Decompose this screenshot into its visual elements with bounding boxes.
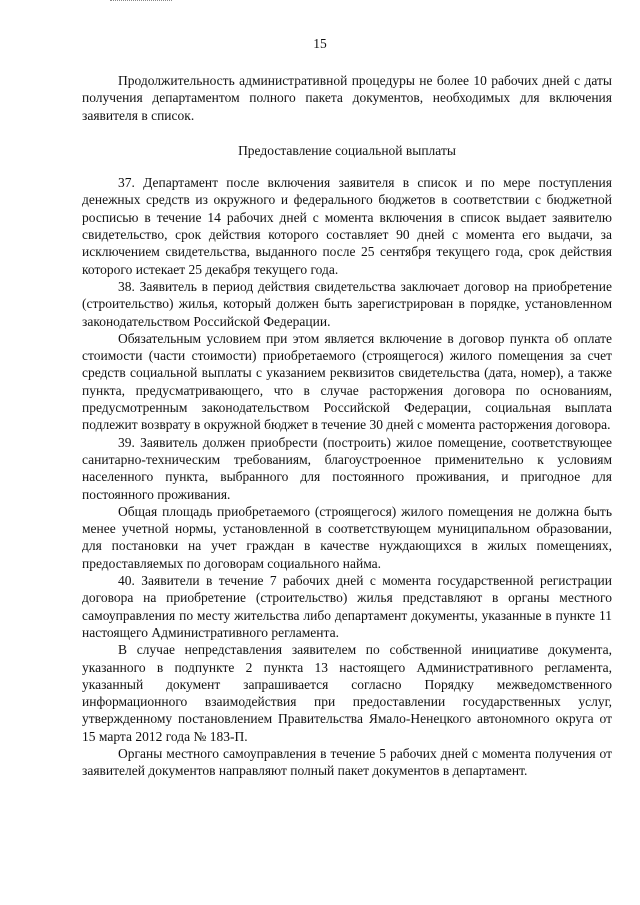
paragraph-40: 40. Заявители в течение 7 рабочих дней с момента государственной регистрации договора на приобретение (строительство) жилья представляют в органы местного самоуправления по месту жительства либо департамент документы, указанные в пункте 11 настоящего Административного регламента.: [82, 573, 612, 640]
page-number: 15: [313, 36, 327, 51]
paragraph-39-area: Общая площадь приобретаемого (строящегося) жилого помещения не должна быть менее учетной нормы, установленной в соответствующем муниципальном образовании, для постановки на учет граждан в качестве нуждающихся в жилых помещениях, предоставляемых по договорам социального найма.: [82, 503, 612, 571]
section-heading: Предоставление социальной выплаты: [238, 142, 456, 158]
paragraph-procedure-duration: Продолжительность административной процедуры не более 10 рабочих дней с даты получения департаментом полного пакета документов, необходимых для включения заявителя в список.: [82, 73, 612, 123]
paragraph-37: 37. Департамент после включения заявителя в список и по мере поступления денежных средств из окружного и федерального бюджетов в соответствии с бюджетной росписью в течение 14 рабочих дней с момента включения в список выдает заявителю свидетельство, срок действия которого составляет 90 дней с момента его выдачи, за исключением свидетельства, выданного после 25 сентября текущего года, срок действия которого истекает 25 декабря текущего года.: [82, 175, 612, 277]
paragraph-40-local-authorities: Органы местного самоуправления в течение 5 рабочих дней с момента получения от заявителей документов направляют полный пакет документов в департамент.: [82, 745, 612, 779]
scan-edge-mark: [110, 0, 172, 4]
paragraph-38-condition: Обязательным условием при этом является включение в договор пункта об оплате стоимости (части стоимости) приобретаемого (строящегося) жилого помещения за счет средств социальной выплаты с указанием реквизитов свидетельства (дата, номер), а также пункта, предусматривающего, что в случае расторжения договора по основаниям, предусмотренным законодательством Российской Федерации, социальная выплата подлежит возврату в окружной бюджет в течение 30 дней с момента расторжения договора.: [82, 330, 612, 433]
paragraph-39: 39. Заявитель должен приобрести (построить) жилое помещение, соответствующее санитарно-техническим требованиям, благоустроенное применительно к условиям населенного пункта, выбранного для постоянного проживания, и пригодное для постоянного проживания.: [82, 434, 612, 502]
paragraph-38: 38. Заявитель в период действия свидетельства заключает договор на приобретение (строительство) жилья, который должен быть зарегистрирован в порядке, установленном законодательством Российской Федерации.: [82, 278, 612, 329]
paragraph-40-nonsubmission: В случае непредставления заявителем по собственной инициативе документа, указанного в подпункте 2 пункта 13 настоящего Административного регламента, указанный документ запрашивается согласно Порядку межведомственного информационного взаимодействия при предоставлении государственных услуг, утвержденному постановлением Правительства Ямало-Ненецкого автономного округа от 15 марта 2012 года № 183-П.: [82, 642, 612, 744]
document-body: [82, 72, 612, 780]
